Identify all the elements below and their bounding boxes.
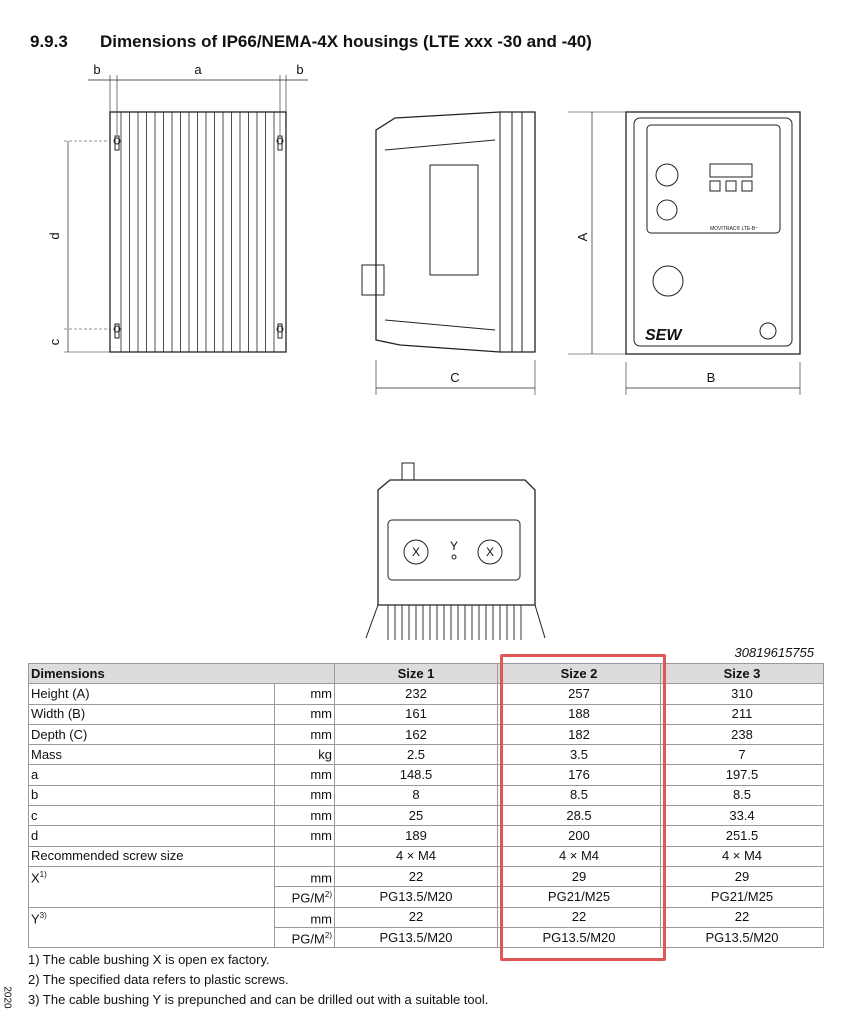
mount-hole-icon [277, 324, 283, 338]
front-view [568, 112, 800, 395]
row-label-text: Y [31, 910, 40, 926]
row-label-text: X [31, 870, 40, 886]
keypad-button-icon [742, 181, 752, 191]
mount-hole-icon [114, 136, 120, 150]
section-number: 9.9.3 [30, 32, 68, 51]
cell-value: 189 [335, 826, 498, 846]
cell-value: 22 [661, 907, 824, 927]
row-unit [275, 927, 335, 947]
row-label: d [29, 826, 275, 846]
row-unit [275, 887, 335, 907]
cell-value: 182 [498, 724, 661, 744]
label-x: X [411, 545, 421, 559]
column-header: Size 2 [498, 664, 661, 684]
cell-value: 148.5 [335, 765, 498, 785]
cell-value: 8.5 [661, 785, 824, 805]
footnote: 1) The cable bushing X is open ex factory. [28, 952, 270, 967]
back-view [64, 75, 308, 352]
table-row [29, 745, 824, 765]
table-row [29, 826, 824, 846]
footnote: 2) The specified data refers to plastic screws. [28, 972, 289, 987]
row-unit: mm [275, 704, 335, 724]
mount-hole-icon [277, 136, 283, 150]
row-unit: mm [275, 826, 335, 846]
table-row [29, 704, 824, 724]
table-row [29, 785, 824, 805]
cell-value: 161 [335, 704, 498, 724]
row-label: Mass [29, 745, 275, 765]
cell-value: 7 [661, 745, 824, 765]
table-row [29, 846, 824, 866]
table-row [29, 765, 824, 785]
mount-hole-icon [114, 324, 120, 338]
unit-text: PG/M [291, 931, 325, 947]
side-view [362, 112, 535, 395]
side-text: 2020 [1, 986, 13, 1009]
row-label-x [29, 866, 275, 907]
footnote-ref: 2) [324, 890, 332, 900]
table-header-row [29, 664, 824, 684]
footnote-ref: 1) [39, 869, 47, 879]
row-unit [275, 866, 335, 886]
unit-text: mm [310, 910, 332, 926]
dim-label-d: d [47, 232, 62, 240]
row-label: Depth (C) [29, 724, 275, 744]
table-row [29, 724, 824, 744]
row-label: c [29, 806, 275, 826]
dim-label-C: C [450, 370, 460, 385]
cell-value: 251.5 [661, 826, 824, 846]
column-header: Size 1 [335, 664, 498, 684]
row-unit: mm [275, 785, 335, 805]
footnotes [28, 950, 488, 1010]
table-row [29, 907, 824, 927]
row-label: Width (B) [29, 704, 275, 724]
cell-value: 22 [335, 907, 498, 927]
row-label: b [29, 785, 275, 805]
cell-value: 22 [335, 866, 498, 886]
dim-label-b-right: b [296, 62, 304, 77]
column-header: Size 3 [661, 664, 824, 684]
cell-value: PG13.5/M20 [661, 927, 824, 947]
cell-value: PG13.5/M20 [335, 927, 498, 947]
row-unit [275, 846, 335, 866]
cell-value: 4 × M4 [335, 846, 498, 866]
cell-value: 4 × M4 [498, 846, 661, 866]
cell-value: PG21/M25 [661, 887, 824, 907]
cell-value: 22 [498, 907, 661, 927]
main-switch-icon [653, 266, 683, 296]
row-label: Height (A) [29, 684, 275, 704]
cell-value: PG13.5/M20 [335, 887, 498, 907]
cell-value: 8.5 [498, 785, 661, 805]
cell-value: 33.4 [661, 806, 824, 826]
keypad-button-icon [710, 181, 720, 191]
cell-value: 25 [335, 806, 498, 826]
row-unit: mm [275, 724, 335, 744]
cell-value: 200 [498, 826, 661, 846]
cell-value: 197.5 [661, 765, 824, 785]
brand-logo: SEW [645, 327, 682, 344]
cell-value: 28.5 [498, 806, 661, 826]
cell-value: 310 [661, 684, 824, 704]
label-x-alt: X [485, 545, 495, 559]
unit-text: mm [310, 870, 332, 886]
dim-label-c: c [47, 338, 62, 346]
section-title: Dimensions of IP66/NEMA-4X housings (LTE xxx -30 and -40) [100, 32, 592, 51]
row-label: Recommended screw size [29, 846, 275, 866]
column-header: Dimensions [29, 664, 335, 684]
cell-value: 2.5 [335, 745, 498, 765]
row-label-y [29, 907, 275, 948]
row-unit: mm [275, 684, 335, 704]
cell-value: 257 [498, 684, 661, 704]
label-y: Y [449, 539, 459, 553]
cell-value: 232 [335, 684, 498, 704]
table-row [29, 684, 824, 704]
cell-value: 176 [498, 765, 661, 785]
cell-value: 29 [498, 866, 661, 886]
cell-value: 29 [661, 866, 824, 886]
dim-label-a: a [194, 62, 202, 77]
product-name: MOVITRAC® LTE-B⁺ [710, 226, 758, 232]
cell-value: 162 [335, 724, 498, 744]
cell-value: PG21/M25 [498, 887, 661, 907]
selector-switch-icon [657, 200, 677, 220]
table-row [29, 866, 824, 886]
dimensions-table [28, 663, 824, 948]
dim-label-b-left: b [93, 62, 101, 77]
row-unit [275, 907, 335, 927]
cell-value: 3.5 [498, 745, 661, 765]
table-row [29, 806, 824, 826]
dim-label-B: B [706, 370, 716, 385]
cell-value: 188 [498, 704, 661, 724]
unit-text: PG/M [291, 890, 325, 906]
row-unit: kg [275, 745, 335, 765]
keypad-button-icon [726, 181, 736, 191]
footnote-ref: 3) [39, 910, 47, 920]
footnote: 3) The cable bushing Y is prepunched and can be drilled out with a suitable tool. [28, 992, 489, 1007]
cell-value: 8 [335, 785, 498, 805]
footnote-ref: 2) [324, 930, 332, 940]
row-label: a [29, 765, 275, 785]
potentiometer-icon [656, 164, 678, 186]
ground-symbol-icon [760, 323, 776, 339]
cell-value: 238 [661, 724, 824, 744]
dim-label-A: A [575, 232, 590, 242]
reference-code: 30819615755 [734, 645, 814, 660]
row-unit: mm [275, 806, 335, 826]
row-unit: mm [275, 765, 335, 785]
cell-value: 211 [661, 704, 824, 724]
cell-value: PG13.5/M20 [498, 927, 661, 947]
cell-value: 4 × M4 [661, 846, 824, 866]
